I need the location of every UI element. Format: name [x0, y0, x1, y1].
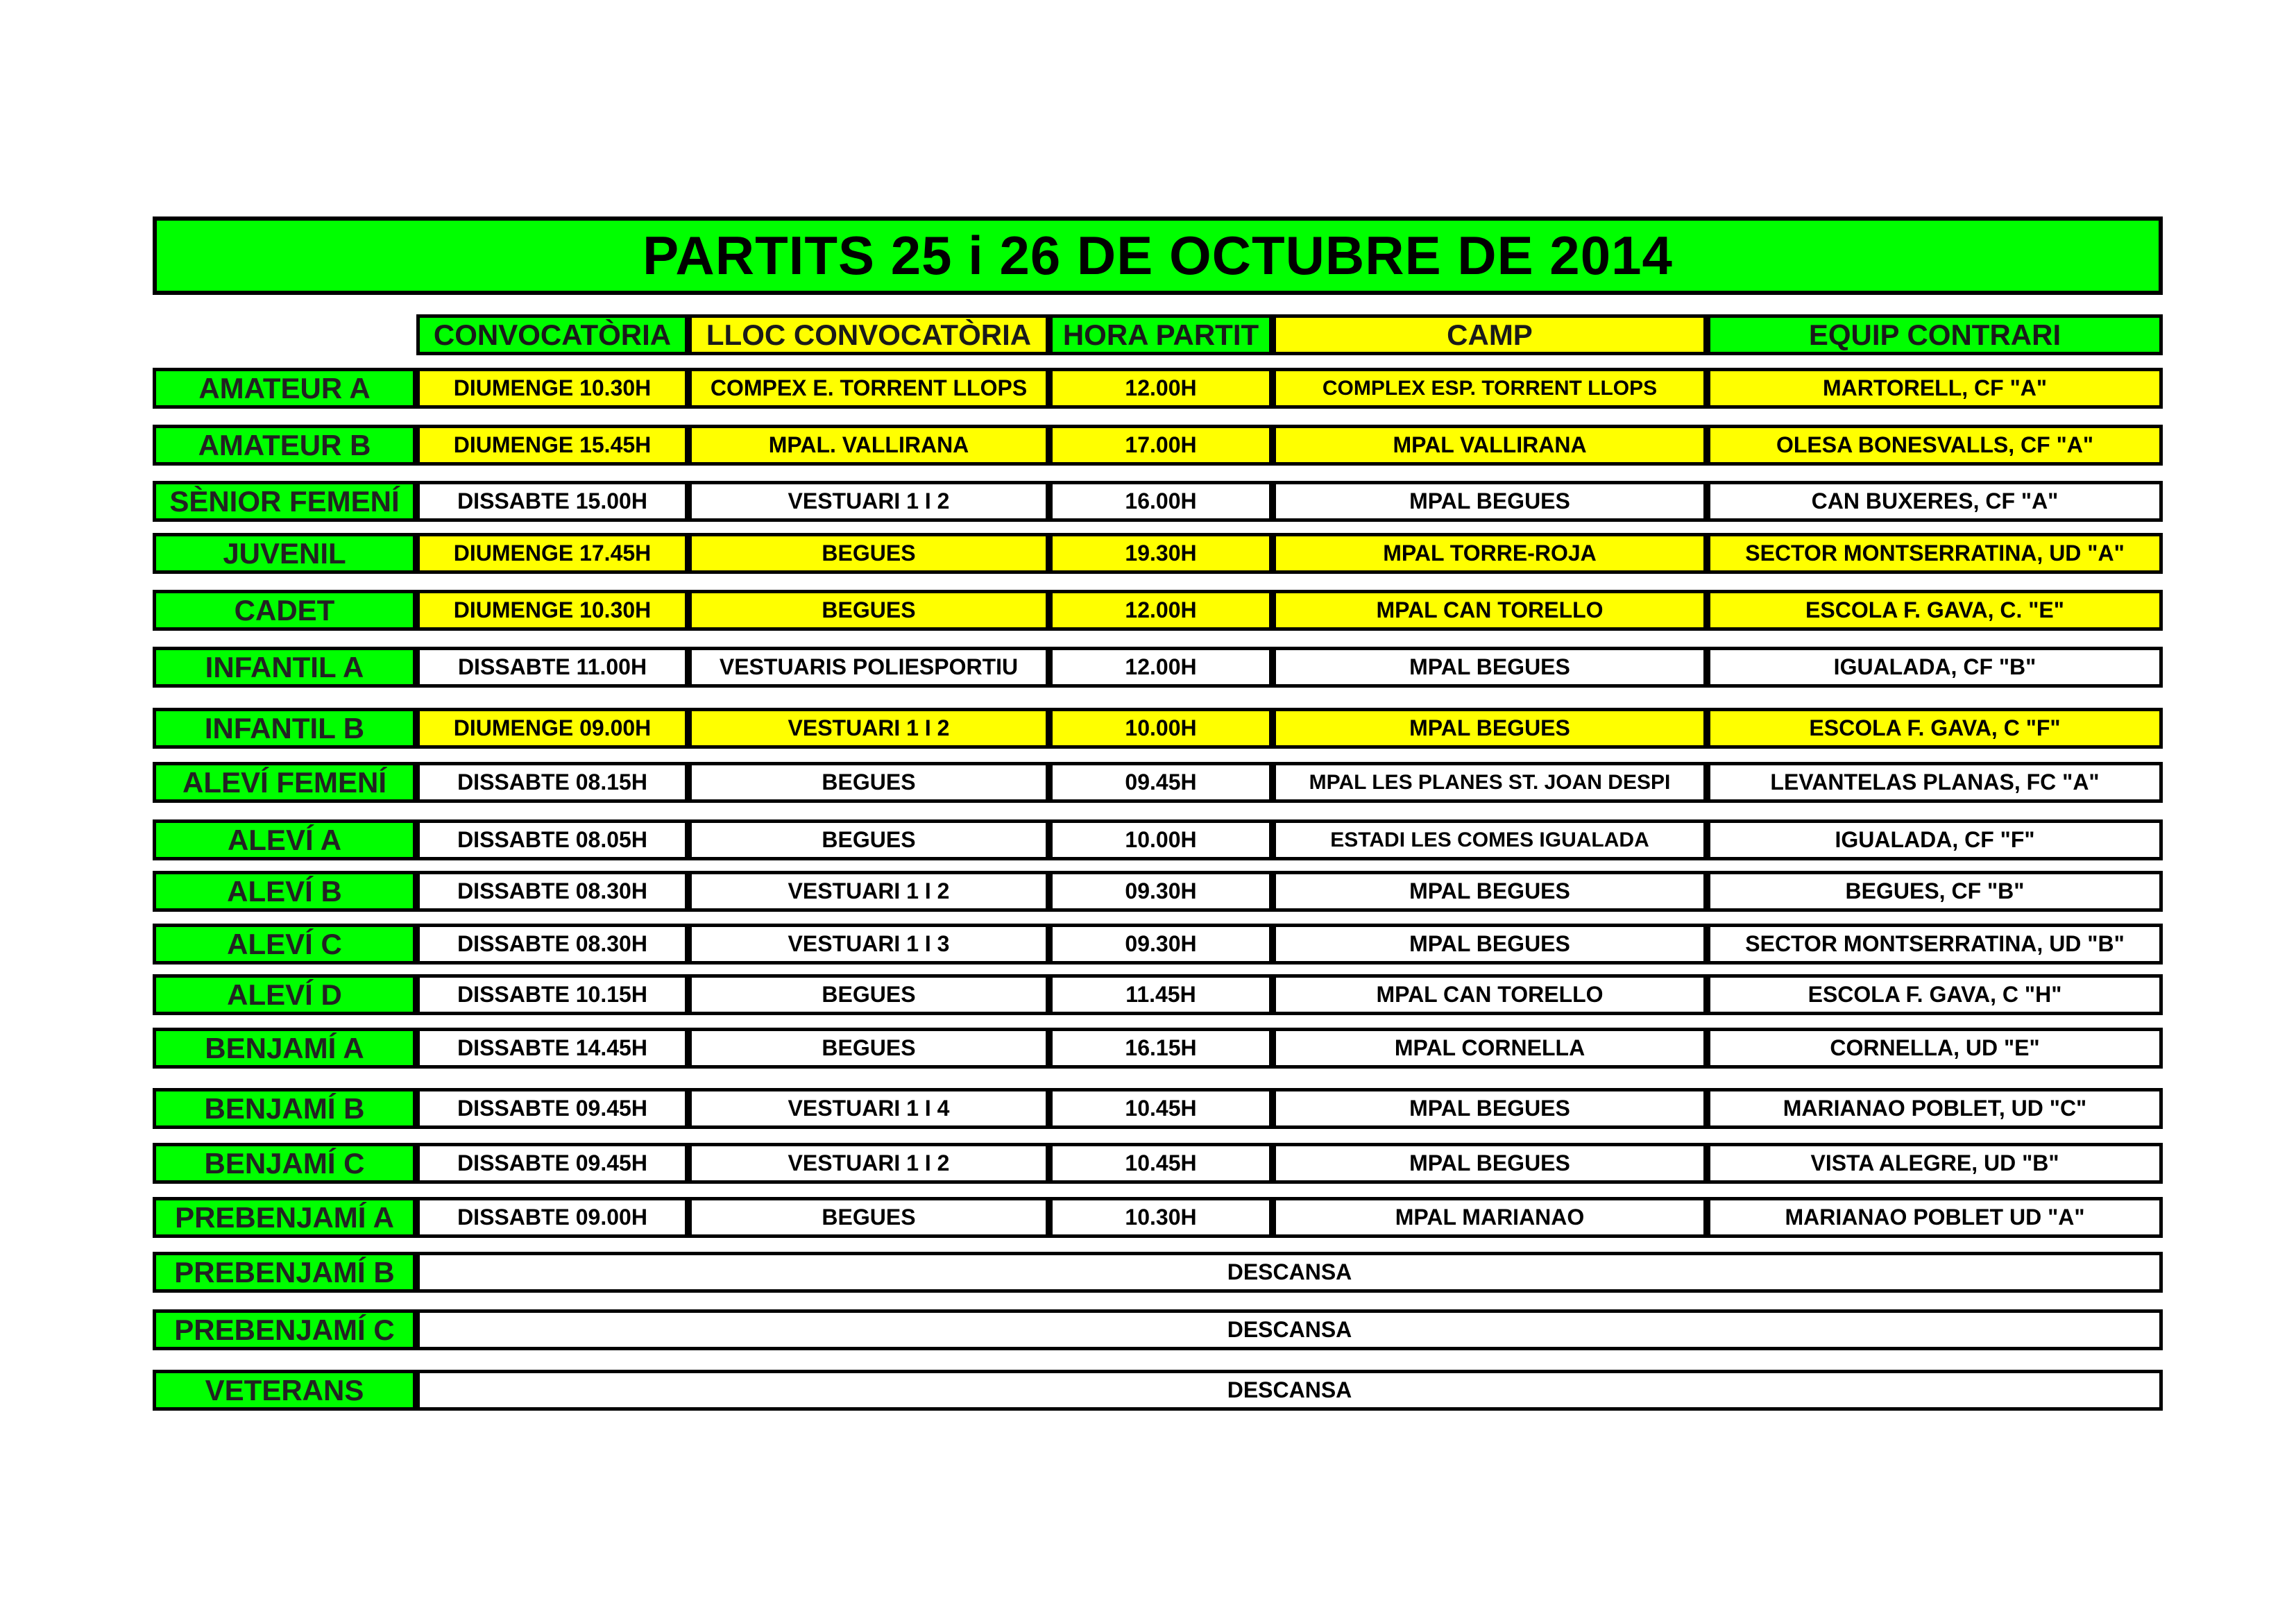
rest-status: DESCANSA — [416, 1252, 2163, 1293]
cell-hora: 09.30H — [1049, 924, 1273, 965]
cell-camp: MPAL BEGUES — [1273, 924, 1707, 965]
cell-lloc: VESTUARIS POLIESPORTIU — [688, 647, 1049, 688]
cell-camp: MPAL LES PLANES ST. JOAN DESPI — [1273, 762, 1707, 803]
cell-camp: COMPLEX ESP. TORRENT LLOPS — [1273, 368, 1707, 409]
cell-convocatoria: DISSABTE 08.15H — [416, 762, 688, 803]
cell-convocatoria: DISSABTE 08.30H — [416, 924, 688, 965]
cell-convocatoria: DISSABTE 15.00H — [416, 481, 688, 522]
header-lloc-convocatoria: LLOC CONVOCATÒRIA — [688, 314, 1049, 355]
rest-status: DESCANSA — [416, 1370, 2163, 1411]
cell-lloc: BEGUES — [688, 974, 1049, 1015]
cell-hora: 17.00H — [1049, 425, 1273, 466]
team-name: ALEVÍ FEMENÍ — [153, 762, 416, 803]
cell-contrari: IGUALADA, CF "F" — [1707, 819, 2163, 860]
cell-camp: MPAL CAN TORELLO — [1273, 590, 1707, 631]
cell-camp: MPAL BEGUES — [1273, 647, 1707, 688]
cell-contrari: SECTOR MONTSERRATINA, UD "B" — [1707, 924, 2163, 965]
team-name: SÈNIOR FEMENÍ — [153, 481, 416, 522]
cell-hora: 11.45H — [1049, 974, 1273, 1015]
cell-hora: 09.45H — [1049, 762, 1273, 803]
cell-camp: MPAL CAN TORELLO — [1273, 974, 1707, 1015]
cell-convocatoria: DISSABTE 11.00H — [416, 647, 688, 688]
header-camp: CAMP — [1273, 314, 1707, 355]
team-name: ALEVÍ D — [153, 974, 416, 1015]
team-name: ALEVÍ B — [153, 871, 416, 912]
cell-camp: MPAL TORRE-ROJA — [1273, 533, 1707, 574]
cell-contrari: ESCOLA F. GAVA, C "F" — [1707, 708, 2163, 749]
cell-contrari: SECTOR MONTSERRATINA, UD "A" — [1707, 533, 2163, 574]
cell-convocatoria: DIUMENGE 10.30H — [416, 368, 688, 409]
team-name: BENJAMÍ B — [153, 1088, 416, 1129]
cell-lloc: BEGUES — [688, 1028, 1049, 1069]
team-name: AMATEUR B — [153, 425, 416, 466]
cell-lloc: BEGUES — [688, 762, 1049, 803]
cell-hora: 10.30H — [1049, 1197, 1273, 1238]
team-name: PREBENJAMÍ A — [153, 1197, 416, 1238]
cell-camp: MPAL BEGUES — [1273, 871, 1707, 912]
team-name: JUVENIL — [153, 533, 416, 574]
rest-status: DESCANSA — [416, 1309, 2163, 1350]
team-name: CADET — [153, 590, 416, 631]
cell-contrari: MARTORELL, CF "A" — [1707, 368, 2163, 409]
cell-lloc: BEGUES — [688, 1197, 1049, 1238]
team-name: BENJAMÍ C — [153, 1143, 416, 1184]
team-name: AMATEUR A — [153, 368, 416, 409]
team-name: ALEVÍ C — [153, 924, 416, 965]
cell-lloc: BEGUES — [688, 819, 1049, 860]
cell-convocatoria: DISSABTE 08.05H — [416, 819, 688, 860]
cell-camp: MPAL BEGUES — [1273, 1143, 1707, 1184]
team-name: PREBENJAMÍ C — [153, 1309, 416, 1350]
cell-lloc: VESTUARI 1 I 3 — [688, 924, 1049, 965]
team-name: VETERANS — [153, 1370, 416, 1411]
cell-hora: 12.00H — [1049, 368, 1273, 409]
team-name: ALEVÍ A — [153, 819, 416, 860]
cell-lloc: BEGUES — [688, 590, 1049, 631]
cell-lloc: VESTUARI 1 I 4 — [688, 1088, 1049, 1129]
cell-camp: ESTADI LES COMES IGUALADA — [1273, 819, 1707, 860]
cell-lloc: COMPEX E. TORRENT LLOPS — [688, 368, 1049, 409]
cell-contrari: MARIANAO POBLET UD "A" — [1707, 1197, 2163, 1238]
cell-hora: 16.15H — [1049, 1028, 1273, 1069]
cell-hora: 09.30H — [1049, 871, 1273, 912]
cell-hora: 10.00H — [1049, 708, 1273, 749]
cell-contrari: MARIANAO POBLET, UD "C" — [1707, 1088, 2163, 1129]
cell-contrari: VISTA ALEGRE, UD "B" — [1707, 1143, 2163, 1184]
header-equip-contrari: EQUIP CONTRARI — [1707, 314, 2163, 355]
cell-convocatoria: DIUMENGE 09.00H — [416, 708, 688, 749]
team-name: PREBENJAMÍ B — [153, 1252, 416, 1293]
cell-convocatoria: DISSABTE 10.15H — [416, 974, 688, 1015]
cell-lloc: VESTUARI 1 I 2 — [688, 871, 1049, 912]
cell-lloc: VESTUARI 1 I 2 — [688, 1143, 1049, 1184]
cell-contrari: OLESA BONESVALLS, CF "A" — [1707, 425, 2163, 466]
cell-lloc: MPAL. VALLIRANA — [688, 425, 1049, 466]
team-name: INFANTIL B — [153, 708, 416, 749]
cell-convocatoria: DISSABTE 14.45H — [416, 1028, 688, 1069]
cell-convocatoria: DISSABTE 09.45H — [416, 1143, 688, 1184]
cell-camp: MPAL BEGUES — [1273, 708, 1707, 749]
team-name: INFANTIL A — [153, 647, 416, 688]
cell-convocatoria: DIUMENGE 15.45H — [416, 425, 688, 466]
header-hora-partit: HORA PARTIT — [1049, 314, 1273, 355]
cell-hora: 10.45H — [1049, 1088, 1273, 1129]
cell-contrari: ESCOLA F. GAVA, C. "E" — [1707, 590, 2163, 631]
team-name: BENJAMÍ A — [153, 1028, 416, 1069]
cell-contrari: CORNELLA, UD "E" — [1707, 1028, 2163, 1069]
cell-contrari: ESCOLA F. GAVA, C "H" — [1707, 974, 2163, 1015]
cell-convocatoria: DISSABTE 09.00H — [416, 1197, 688, 1238]
cell-hora: 16.00H — [1049, 481, 1273, 522]
cell-convocatoria: DISSABTE 08.30H — [416, 871, 688, 912]
cell-camp: MPAL CORNELLA — [1273, 1028, 1707, 1069]
cell-convocatoria: DIUMENGE 10.30H — [416, 590, 688, 631]
cell-lloc: BEGUES — [688, 533, 1049, 574]
page-title: PARTITS 25 i 26 DE OCTUBRE DE 2014 — [153, 216, 2163, 295]
cell-camp: MPAL BEGUES — [1273, 1088, 1707, 1129]
cell-contrari: LEVANTELAS PLANAS, FC "A" — [1707, 762, 2163, 803]
cell-hora: 12.00H — [1049, 647, 1273, 688]
cell-contrari: IGUALADA, CF "B" — [1707, 647, 2163, 688]
cell-camp: MPAL BEGUES — [1273, 481, 1707, 522]
cell-lloc: VESTUARI 1 I 2 — [688, 708, 1049, 749]
cell-hora: 10.45H — [1049, 1143, 1273, 1184]
cell-camp: MPAL MARIANAO — [1273, 1197, 1707, 1238]
cell-hora: 12.00H — [1049, 590, 1273, 631]
cell-convocatoria: DIUMENGE 17.45H — [416, 533, 688, 574]
cell-hora: 10.00H — [1049, 819, 1273, 860]
cell-contrari: BEGUES, CF "B" — [1707, 871, 2163, 912]
header-convocatoria: CONVOCATÒRIA — [416, 314, 688, 355]
cell-camp: MPAL VALLIRANA — [1273, 425, 1707, 466]
cell-lloc: VESTUARI 1 I 2 — [688, 481, 1049, 522]
cell-hora: 19.30H — [1049, 533, 1273, 574]
cell-convocatoria: DISSABTE 09.45H — [416, 1088, 688, 1129]
cell-contrari: CAN BUXERES, CF "A" — [1707, 481, 2163, 522]
